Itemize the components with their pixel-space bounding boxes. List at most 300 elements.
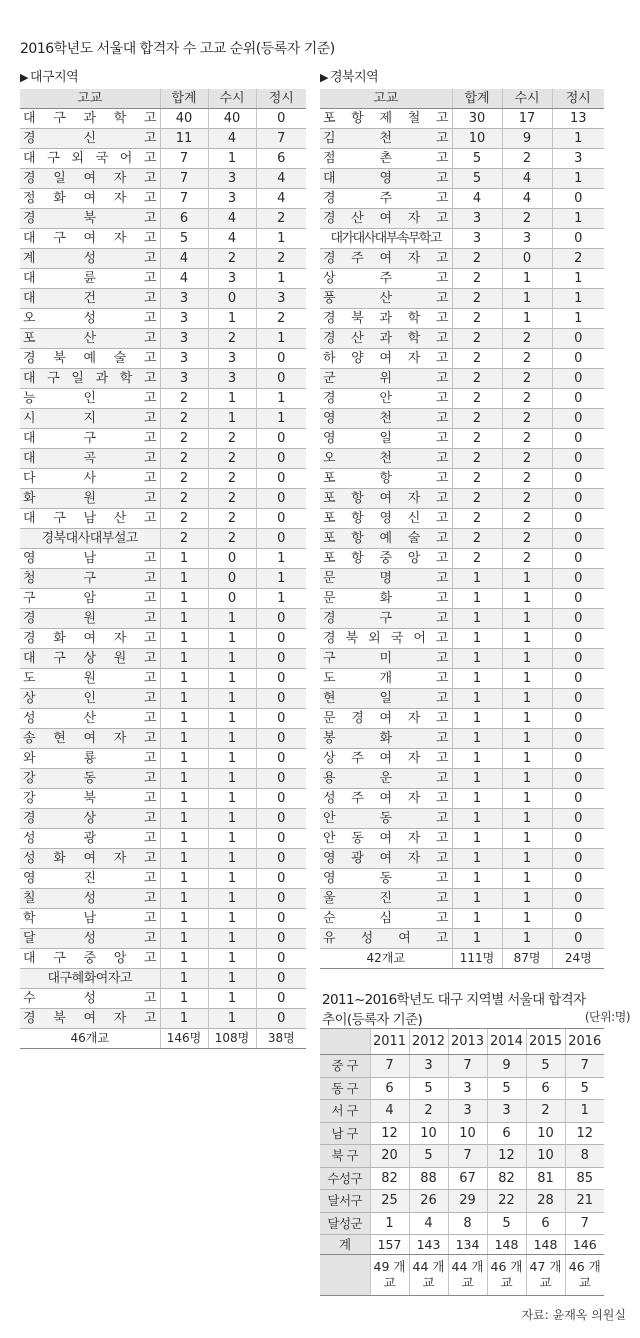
early-count: 1 [502,309,552,329]
district-count: 81 [526,1167,565,1190]
district-count: 5 [409,1077,448,1100]
district-count: 10 [526,1122,565,1145]
early-count: 1 [208,749,256,769]
early-count: 1 [208,709,256,729]
col-header-total: 합계 [160,89,208,109]
table-row [320,589,604,609]
school-name: 상 주 여 자 고 [323,751,449,766]
table-row [320,729,604,749]
total-count: 2 [452,529,502,549]
trend-row [320,1167,604,1190]
trend-school-count: 46 개교 [565,1255,604,1296]
total-count: 2 [452,349,502,369]
total-sum: 146명 [160,1029,208,1049]
early-count: 3 [208,189,256,209]
district-count: 5 [487,1212,526,1235]
early-count: 1 [208,669,256,689]
total-count: 2 [160,449,208,469]
school-name: 와 룡 고 [23,751,157,766]
district-label: 남 구 [320,1122,370,1145]
trend-total-label: 계 [320,1235,370,1255]
school-name: 성 광 고 [23,831,157,846]
early-count: 1 [208,809,256,829]
school-name-cell [320,189,452,209]
total-count: 3 [160,309,208,329]
table-row [20,369,306,389]
district-count: 6 [370,1077,409,1100]
gyeongbuk-section-label [320,66,378,85]
table-row [20,489,306,509]
table-row [20,209,306,229]
school-name: 포 항 여 자 고 [323,491,449,506]
total-count: 2 [452,329,502,349]
school-name: 안 동 고 [323,811,449,826]
district-count: 7 [565,1212,604,1235]
regular-count: 0 [256,889,306,909]
total-count: 1 [452,609,502,629]
school-name: 오 천 고 [323,451,449,466]
trend-row [320,1212,604,1235]
school-name-cell [20,389,160,409]
school-name: 경 화 여 자 고 [23,631,157,646]
district-count: 8 [448,1212,487,1235]
school-name-cell [20,849,160,869]
early-count: 1 [208,829,256,849]
regular-count: 2 [256,249,306,269]
district-count: 2 [526,1100,565,1123]
school-name: 구 암 고 [23,591,157,606]
early-count: 1 [208,729,256,749]
district-count: 6 [526,1212,565,1235]
total-count: 1 [160,889,208,909]
school-name: 영 광 여 자 고 [323,851,449,866]
table-row [20,449,306,469]
table-row [20,169,306,189]
school-name: 상 주 고 [323,271,449,286]
school-name-cell [320,909,452,929]
total-count: 7 [160,149,208,169]
early-count: 1 [208,1009,256,1029]
early-count: 1 [208,689,256,709]
early-count: 1 [208,929,256,949]
total-count: 1 [452,709,502,729]
school-name-cell [20,569,160,589]
total-count: 1 [452,569,502,589]
early-count: 1 [502,289,552,309]
early-count: 4 [502,169,552,189]
regular-count: 0 [552,549,604,569]
regular-count: 1 [552,129,604,149]
school-name-cell [20,829,160,849]
regular-count: 0 [256,109,306,129]
school-name-cell [320,169,452,189]
district-count: 26 [409,1190,448,1213]
trend-row [320,1122,604,1145]
regular-count: 0 [552,849,604,869]
total-early: 108명 [208,1029,256,1049]
table-row [320,569,604,589]
total-count: 1 [160,829,208,849]
table-row [320,289,604,309]
total-count: 1 [452,589,502,609]
early-count: 40 [208,109,256,129]
school-name-cell [320,209,452,229]
regular-count: 0 [552,429,604,449]
school-name: 하 양 여 자 고 [323,351,449,366]
regular-count: 1 [552,269,604,289]
total-sum: 111명 [452,949,502,969]
school-name-cell [320,409,452,429]
early-count: 1 [502,629,552,649]
school-name-cell [320,649,452,669]
table-row [20,649,306,669]
table-row [320,369,604,389]
table-row [20,989,306,1009]
table-row [320,649,604,669]
district-count: 5 [565,1077,604,1100]
total-count: 40 [160,109,208,129]
early-count: 2 [502,469,552,489]
district-count: 6 [487,1122,526,1145]
total-count: 1 [160,549,208,569]
regular-count: 0 [552,409,604,429]
total-count: 2 [452,249,502,269]
total-count: 3 [452,209,502,229]
total-count: 2 [452,549,502,569]
school-name: 포 항 예 술 고 [323,531,449,546]
school-name: 경 안 고 [323,391,449,406]
total-count: 10 [452,129,502,149]
regular-count: 0 [256,709,306,729]
total-count: 1 [160,589,208,609]
school-name: 영 일 고 [323,431,449,446]
regular-count: 0 [256,929,306,949]
table-row [320,449,604,469]
regular-count: 0 [552,789,604,809]
regular-count: 0 [552,769,604,789]
school-name-cell [20,269,160,289]
school-name-cell [320,809,452,829]
regular-count: 0 [552,829,604,849]
school-name-cell [20,229,160,249]
regular-count: 0 [256,489,306,509]
school-name: 시 지 고 [23,411,157,426]
table-row [320,349,604,369]
school-name: 풍 산 고 [323,291,449,306]
school-name: 경 상 고 [23,811,157,826]
total-count: 2 [452,389,502,409]
trend-row [320,1100,604,1123]
school-name-cell [320,389,452,409]
regular-count: 0 [552,929,604,949]
school-name: 대 구 중 앙 고 [23,951,157,966]
school-name: 군 위 고 [323,371,449,386]
trend-title-line2: 추이(등록자 기준) [322,1012,423,1028]
total-early: 87명 [502,949,552,969]
total-count: 2 [160,489,208,509]
early-count: 2 [502,389,552,409]
school-name-cell [320,129,452,149]
total-count: 1 [452,669,502,689]
regular-count: 1 [552,209,604,229]
early-count: 1 [208,849,256,869]
table-row [20,1009,306,1029]
school-name-cell [20,309,160,329]
table-row [320,549,604,569]
school-name: 대 영 고 [323,171,449,186]
trend-school-count: 44 개교 [448,1255,487,1296]
year-header: 2012 [409,1029,448,1055]
col-header-school: 고교 [320,89,452,109]
total-count: 3 [160,289,208,309]
total-count: 1 [160,809,208,829]
total-count: 5 [452,169,502,189]
table-row [20,409,306,429]
school-name: 대가대사대부속무학고 [330,231,442,246]
total-count: 1 [452,909,502,929]
early-count: 1 [208,389,256,409]
trend-table [320,1028,604,1296]
school-name: 영 남 고 [23,551,157,566]
early-count: 1 [502,749,552,769]
total-count: 2 [160,529,208,549]
trend-school-count: 49 개교 [370,1255,409,1296]
total-count: 1 [452,769,502,789]
school-name: 점 촌 고 [323,151,449,166]
total-schools: 42개교 [320,949,452,969]
year-header: 2013 [448,1029,487,1055]
regular-count: 1 [256,589,306,609]
early-count: 1 [208,149,256,169]
total-count: 4 [160,249,208,269]
school-name: 경 산 여 자 고 [323,211,449,226]
early-count: 1 [502,669,552,689]
regular-count: 0 [552,609,604,629]
early-count: 17 [502,109,552,129]
early-count: 1 [502,649,552,669]
regular-count: 0 [552,489,604,509]
district-count: 25 [370,1190,409,1213]
regular-count: 0 [552,189,604,209]
regular-count: 0 [552,629,604,649]
early-count: 2 [502,329,552,349]
early-count: 2 [502,209,552,229]
table-row [320,489,604,509]
school-name-cell [320,329,452,349]
school-name-cell [20,789,160,809]
early-count: 4 [208,209,256,229]
school-name-cell [320,789,452,809]
table-row [20,689,306,709]
table-row [320,669,604,689]
source-credit: 자료: 윤재옥 의원실 [521,1308,626,1322]
table-row [20,429,306,449]
district-count: 12 [487,1145,526,1168]
table-row [320,749,604,769]
district-count: 85 [565,1167,604,1190]
regular-count: 1 [256,569,306,589]
total-count: 1 [160,729,208,749]
early-count: 1 [208,409,256,429]
regular-count: 0 [552,449,604,469]
total-count: 1 [160,949,208,969]
col-header-regular: 정시 [552,89,604,109]
table-row [320,809,604,829]
table-row [320,929,604,949]
table-row [320,129,604,149]
district-count: 6 [526,1077,565,1100]
school-name: 현 일 고 [323,691,449,706]
district-label: 달서구 [320,1190,370,1213]
school-name-cell [320,469,452,489]
total-count: 1 [160,789,208,809]
district-count: 5 [526,1055,565,1078]
regular-count: 0 [256,909,306,929]
district-label: 달성군 [320,1212,370,1235]
school-name-cell [20,689,160,709]
regular-count: 1 [256,329,306,349]
total-count: 2 [452,429,502,449]
early-count: 0 [208,549,256,569]
early-count: 1 [208,789,256,809]
school-name-cell [20,729,160,749]
school-name-cell [320,829,452,849]
district-count: 2 [409,1100,448,1123]
early-count: 1 [502,709,552,729]
school-name: 청 구 고 [23,571,157,586]
total-count: 2 [452,369,502,389]
school-name: 송 현 여 자 고 [23,731,157,746]
early-count: 2 [208,489,256,509]
total-count: 7 [160,169,208,189]
school-name-cell [20,509,160,529]
year-header: 2014 [487,1029,526,1055]
school-name-cell [320,609,452,629]
daegu-section-label [20,66,78,85]
table-row [320,309,604,329]
table-row [320,869,604,889]
school-name: 경 주 여 자 고 [323,251,449,266]
school-name: 성 화 여 자 고 [23,851,157,866]
early-count: 4 [502,189,552,209]
school-name: 포 항 고 [323,471,449,486]
regular-count: 0 [256,949,306,969]
early-count: 2 [502,349,552,369]
district-label: 서 구 [320,1100,370,1123]
district-label: 수성구 [320,1167,370,1190]
school-name: 경 일 여 자 고 [23,171,157,186]
school-name: 구 미 고 [323,651,449,666]
school-name: 계 성 고 [23,251,157,266]
district-count: 67 [448,1167,487,1190]
district-count: 28 [526,1190,565,1213]
table-row [320,269,604,289]
table-row [320,889,604,909]
regular-count: 0 [256,789,306,809]
district-count: 1 [565,1100,604,1123]
table-row [20,129,306,149]
school-name: 다 사 고 [23,471,157,486]
regular-count: 0 [552,349,604,369]
table-row [320,429,604,449]
regular-count: 0 [552,369,604,389]
trend-row [320,1077,604,1100]
table-row [20,189,306,209]
total-count: 4 [160,269,208,289]
regular-count: 6 [256,149,306,169]
table-row [20,389,306,409]
school-name-cell [20,469,160,489]
district-count: 21 [565,1190,604,1213]
trend-total-count: 148 [487,1235,526,1255]
col-header-school: 고교 [20,89,160,109]
early-count: 1 [208,909,256,929]
school-name-cell [20,949,160,969]
table-row [20,229,306,249]
school-name-cell [20,329,160,349]
school-name: 도 원 고 [23,671,157,686]
trend-school-count: 44 개교 [409,1255,448,1296]
total-count: 2 [160,389,208,409]
school-name: 정 화 여 자 고 [23,191,157,206]
table-row [320,709,604,729]
total-count: 2 [160,429,208,449]
early-count: 2 [502,449,552,469]
regular-count: 3 [256,289,306,309]
table-row [20,849,306,869]
regular-count: 7 [256,129,306,149]
school-name: 대 구 일 과 학 고 [23,371,157,386]
early-count: 1 [502,909,552,929]
table-row [20,669,306,689]
school-name: 경 북 고 [23,211,157,226]
school-name: 성 주 여 자 고 [323,791,449,806]
early-count: 0 [208,289,256,309]
total-count: 1 [452,829,502,849]
regular-count: 0 [552,329,604,349]
district-label: 동 구 [320,1077,370,1100]
regular-count: 0 [552,729,604,749]
school-name-cell [20,649,160,669]
total-count: 2 [452,289,502,309]
total-count: 30 [452,109,502,129]
regular-count: 0 [552,909,604,929]
school-name-cell [20,369,160,389]
daegu-school-table [20,89,306,1049]
early-count: 2 [208,469,256,489]
table-row [320,609,604,629]
table-total-row [320,949,604,969]
trend-total-count: 157 [370,1235,409,1255]
early-count: 1 [502,729,552,749]
table-row [20,629,306,649]
school-name-cell [320,589,452,609]
table-row [320,209,604,229]
regular-count: 2 [256,309,306,329]
gyeongbuk-school-table [320,89,604,969]
school-name: 문 명 고 [323,571,449,586]
table-row [320,469,604,489]
school-name-cell [320,709,452,729]
regular-count: 0 [552,749,604,769]
total-count: 1 [452,749,502,769]
school-name-cell [320,749,452,769]
regular-count: 0 [552,709,604,729]
table-row [320,629,604,649]
early-count: 4 [208,229,256,249]
school-name-cell [20,349,160,369]
table-row [20,469,306,489]
